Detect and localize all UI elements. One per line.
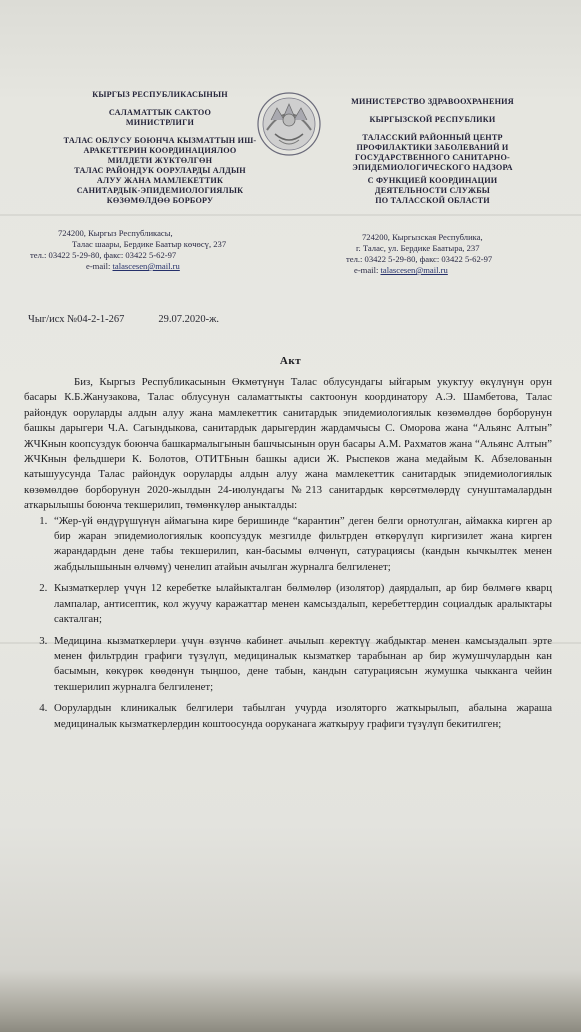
kyrgyz-emblem-icon [255, 90, 323, 158]
left-address-line1: 724200, Кыргыз Республикасы, [58, 228, 173, 238]
left-ministry-line: САЛАМАТТЫК САКТОО [108, 108, 212, 117]
right-letterhead [330, 97, 535, 206]
outgoing-number: Чыг/исх №04-2-1-267 [28, 314, 125, 325]
right-republic: КЫРГЫЗСКОЙ РЕСПУБЛИКИ [369, 115, 496, 124]
left-address-line2: Талас шаары, Бердике Баатыр көчөсү, 237 [72, 239, 227, 249]
left-email-label: e-mail: [86, 261, 111, 271]
document-title: Акт [279, 355, 302, 367]
intro-paragraph: Биз, Кыргыз Республикасынын Өкмөтүнүн Талас облусундагы ыйгарым укуктуу өкүлүнүн орун басары К.Б.Жанузакова, Талас облусунун саламаттыкты сактоонун координатору А.Э. Шамбетова, Талас райондук ооруларды алдын алуу жана мамлекеттик санитардык эпидемиологиялык көзөмөлдөө борборунун башкы дарыгери Ч.А. Сагындыкова, санитардык дарыгердин жардамчысы С. Оморова жана “Альянс Алтын” ЖЧКнын коопсуздук боюнча башкармалыгынын башчысынын орун басары А.М. Рахматов жана “Альянс Алтын” ЖЧКнын фельдшери К. Болотов, ОТИТБнын башкы адиси Ж. Рыспеков жана медайым К. Абзелованын катышуусунда Талас райондук ооруларды алдын алуу жана мамлекеттик санитардык эпидемиологиялык көзөмөлдөө борборунун 2020-жылдын 24-июлундагы №213 санитардык көрсөтмөлөрдү сунуштамалардын аткарылышы боюнча текшерилип, төмөнкүлөр аныкталды: [24, 376, 552, 512]
left-department-line: САНИТАРДЫК-ЭПИДЕМИОЛОГИЯЛЫК [76, 186, 244, 195]
left-department-line: ТАЛАС ОБЛУСУ БОЮНЧА КЫЗМАТТЫН ИШ- [63, 136, 257, 145]
right-address-line2: г. Талас, ул. Бердике Баатыра, 237 [356, 243, 480, 253]
right-center-line: ПРОФИЛАКТИКИ ЗАБОЛЕВАНИЙ И [356, 143, 509, 152]
left-department-line: АРАКЕТТЕРИН КООРДИНАЦИЯЛОО [83, 146, 237, 155]
paper-fold [0, 214, 581, 216]
left-email-link[interactable]: talascesen@mail.ru [112, 261, 180, 271]
right-center-line: ТАЛАССКИЙ РАЙОННЫЙ ЦЕНТР [362, 133, 503, 142]
reference-line [28, 314, 253, 325]
left-address [30, 228, 227, 272]
list-item: 1. “Жер-үй өндүрүшүнүн аймагына кире беришинде “карантин” деген белги орнотулган, аймакка кирген ар бир жаран эпидемиологиялык коопсуздук мезгилде фильтрден өткөрүлүп киргизилет жана кирген жарандардын дене табы текшерилип, кан-басымы өлчөнүп, сатурациясы (кандын кычкылтек менен жабдылышынын өлчөмү) ченелип атайын ачылган журналга белгиленет; [50, 514, 552, 576]
left-department-line: КӨЗӨМӨЛДӨӨ БОРБОРУ [106, 196, 214, 205]
findings-list [24, 514, 552, 732]
left-ministry-line: МИНИСТРЛИГИ [125, 118, 195, 127]
document-body [24, 375, 552, 738]
left-department-line: АЛУУ ЖАНА МАМЛЕКЕТТИК [96, 176, 224, 185]
right-function-line: ПО ТАЛАССКОЙ ОБЛАСТИ [375, 196, 490, 205]
right-email-label: e-mail: [354, 265, 379, 275]
right-function-line: С ФУНКЦИЕЙ КООРДИНАЦИИ [367, 176, 498, 185]
left-department-line: ТАЛАС РАЙОНДУК ООРУЛАРДЫ АЛДЫН [74, 166, 246, 175]
left-address-phone: тел.: 03422 5-29-80, факс: 03422 5-62-97 [30, 250, 177, 260]
right-address-line1: 724200, Кыргызская Республика, [362, 232, 483, 242]
right-address-phone: тел.: 03422 5-29-80, факс: 03422 5-62-97 [346, 254, 493, 264]
left-department-line: МИЛДЕТИ ЖҮКТӨЛГӨН [107, 156, 213, 165]
left-letterhead [40, 90, 280, 206]
left-republic: КЫРГЫЗ РЕСПУБЛИКАСЫНЫН [92, 90, 228, 99]
list-item: 4. Оорулардын клиникалык белгилери табылган учурда изоляторго жаткырылып, абалына жараша медициналык кызматкерлердин коштоосунда ооруканага жаткыруу графиги түзүлүп бекитилген; [50, 701, 552, 732]
list-item: 2. Кызматкерлер үчүн 12 керебетке ылайыкталган бөлмөлөр (изолятор) даярдалып, ар бир бөлмөгө кварц лампалар, антисептик, кол жуучу каражаттар менен камсыздалып, керебеттердин социалдык аралыктары сакталган; [50, 581, 552, 627]
right-center-line: ЭПИДЕМИОЛОГИЧЕСКОГО НАДЗОРА [352, 163, 513, 172]
right-function-line: ДЕЯТЕЛЬНОСТИ СЛУЖБЫ [374, 186, 491, 195]
right-address [346, 232, 493, 276]
document-date: 29.07.2020-ж. [158, 314, 220, 325]
list-item: 3. Медицина кызматкерлери үчүн өзүнчө кабинет ачылып керектүү жабдыктар менен камсыздалып эрте менен фильтрдин графиги түзүлүп, медициналык кызматкер тарабынан ар бир жумушчулардын кан басымын, көкүрөк көөдөнүн тыңшоо, дене табын, кандын сатурациясын жумушка чыкканга чейин текшерилип журналга белгиленет; [50, 634, 552, 696]
right-ministry: МИНИСТЕРСТВО ЗДРАВООХРАНЕНИЯ [351, 97, 514, 106]
right-center-line: ГОСУДАРСТВЕННОГО САНИТАРНО- [355, 153, 510, 162]
right-email-link[interactable]: talascesen@mail.ru [380, 265, 448, 275]
